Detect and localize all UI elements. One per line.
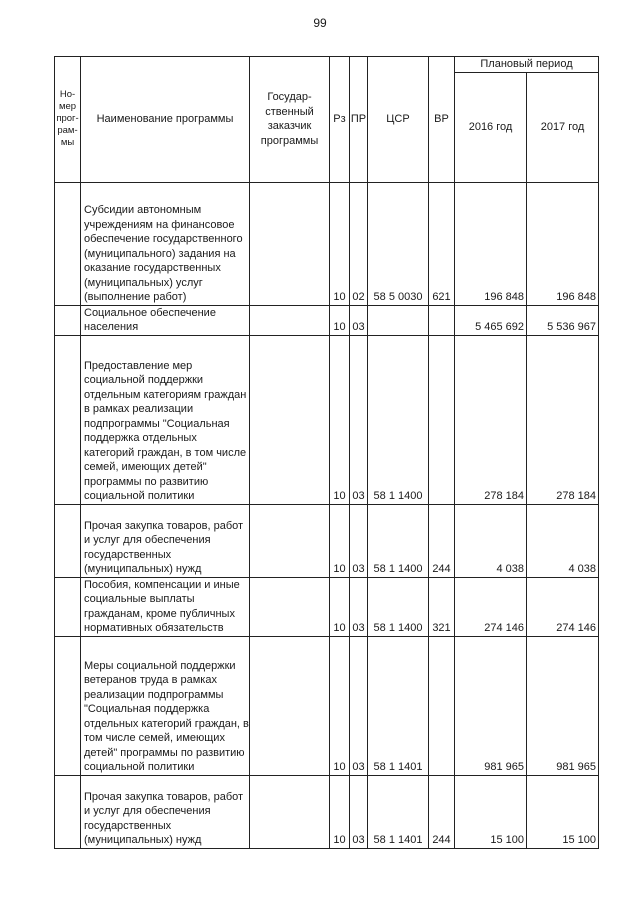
cell-pr: 03 xyxy=(350,335,368,504)
cell-pr: 03 xyxy=(350,577,368,636)
budget-table xyxy=(54,56,599,849)
page-number: 99 xyxy=(313,16,327,30)
table-row xyxy=(55,504,599,577)
table-row xyxy=(55,636,599,775)
cell-rz: 10 xyxy=(330,577,350,636)
cell-y2016: 5 465 692 xyxy=(455,305,527,335)
table-row xyxy=(55,305,599,335)
table-row xyxy=(55,577,599,636)
header-csr: ЦСР xyxy=(368,57,429,183)
cell-name: Предоставление мер социальной поддержки отдельным категориям граждан в рамках реализации подпрограммы "Социальная поддержка отдельных категорий граждан, в том числе семей, имеющих детей" программы по развитию социальной политики xyxy=(81,335,250,504)
cell-num xyxy=(55,504,81,577)
cell-vr: 321 xyxy=(429,577,455,636)
cell-vr xyxy=(429,305,455,335)
header-pr: ПР xyxy=(350,57,368,183)
table-row xyxy=(55,335,599,504)
header-num: Но-мер прог-рам-мы xyxy=(55,57,81,183)
cell-rz: 10 xyxy=(330,305,350,335)
cell-name: Пособия, компенсации и иные социальные выплаты гражданам, кроме публичных нормативных обязательств xyxy=(81,577,250,636)
cell-pr: 02 xyxy=(350,182,368,305)
table-row xyxy=(55,775,599,848)
header-vr: ВР xyxy=(429,57,455,183)
cell-name: Субсидии автономным учреждениям на финансовое обеспечение государственного (муниципального) задания на оказание государственных (муниципальных) услуг (выполнение работ) xyxy=(81,182,250,305)
cell-pr: 03 xyxy=(350,636,368,775)
cell-pr: 03 xyxy=(350,504,368,577)
cell-y2017: 196 848 xyxy=(527,182,599,305)
cell-vr: 244 xyxy=(429,504,455,577)
cell-y2017: 278 184 xyxy=(527,335,599,504)
cell-rz: 10 xyxy=(330,335,350,504)
cell-customer xyxy=(250,504,330,577)
cell-customer xyxy=(250,335,330,504)
cell-name: Прочая закупка товаров, работ и услуг для обеспечения государственных (муниципальных) нужд xyxy=(81,775,250,848)
cell-y2017: 4 038 xyxy=(527,504,599,577)
cell-num xyxy=(55,636,81,775)
cell-customer xyxy=(250,182,330,305)
header-rz: Рз xyxy=(330,57,350,183)
cell-customer xyxy=(250,636,330,775)
cell-y2017: 274 146 xyxy=(527,577,599,636)
cell-name: Меры социальной поддержки ветеранов труда в рамках реализации подпрограммы "Социальная поддержка отдельных категорий граждан, в том числе семей, имеющих детей" программы по развитию социальной политики xyxy=(81,636,250,775)
cell-csr: 58 1 1401 xyxy=(368,636,429,775)
cell-csr: 58 1 1400 xyxy=(368,335,429,504)
cell-csr: 58 1 1400 xyxy=(368,504,429,577)
cell-csr xyxy=(368,305,429,335)
cell-pr: 03 xyxy=(350,305,368,335)
header-name: Наименование программы xyxy=(81,57,250,183)
cell-y2017: 15 100 xyxy=(527,775,599,848)
header-2017: 2017 год xyxy=(527,72,599,182)
cell-num xyxy=(55,577,81,636)
cell-pr: 03 xyxy=(350,775,368,848)
header-customer: Государ-ственный заказчик программы xyxy=(250,57,330,183)
header-2016: 2016 год xyxy=(455,72,527,182)
table-row xyxy=(55,182,599,305)
cell-y2017: 981 965 xyxy=(527,636,599,775)
cell-name: Прочая закупка товаров, работ и услуг для обеспечения государственных (муниципальных) нужд xyxy=(81,504,250,577)
cell-vr xyxy=(429,636,455,775)
cell-customer xyxy=(250,577,330,636)
cell-y2016: 274 146 xyxy=(455,577,527,636)
cell-rz: 10 xyxy=(330,182,350,305)
cell-rz: 10 xyxy=(330,775,350,848)
cell-vr xyxy=(429,335,455,504)
cell-rz: 10 xyxy=(330,504,350,577)
cell-num xyxy=(55,775,81,848)
cell-y2016: 4 038 xyxy=(455,504,527,577)
header-planned-period: Плановый период xyxy=(455,57,599,73)
cell-csr: 58 5 0030 xyxy=(368,182,429,305)
cell-vr: 621 xyxy=(429,182,455,305)
cell-vr: 244 xyxy=(429,775,455,848)
cell-y2016: 196 848 xyxy=(455,182,527,305)
cell-customer xyxy=(250,775,330,848)
cell-csr: 58 1 1401 xyxy=(368,775,429,848)
cell-num xyxy=(55,182,81,305)
cell-name: Социальное обеспечение населения xyxy=(81,305,250,335)
cell-y2016: 278 184 xyxy=(455,335,527,504)
cell-num xyxy=(55,305,81,335)
cell-y2017: 5 536 967 xyxy=(527,305,599,335)
cell-rz: 10 xyxy=(330,636,350,775)
cell-y2016: 981 965 xyxy=(455,636,527,775)
cell-y2016: 15 100 xyxy=(455,775,527,848)
cell-num xyxy=(55,335,81,504)
cell-csr: 58 1 1400 xyxy=(368,577,429,636)
cell-customer xyxy=(250,305,330,335)
